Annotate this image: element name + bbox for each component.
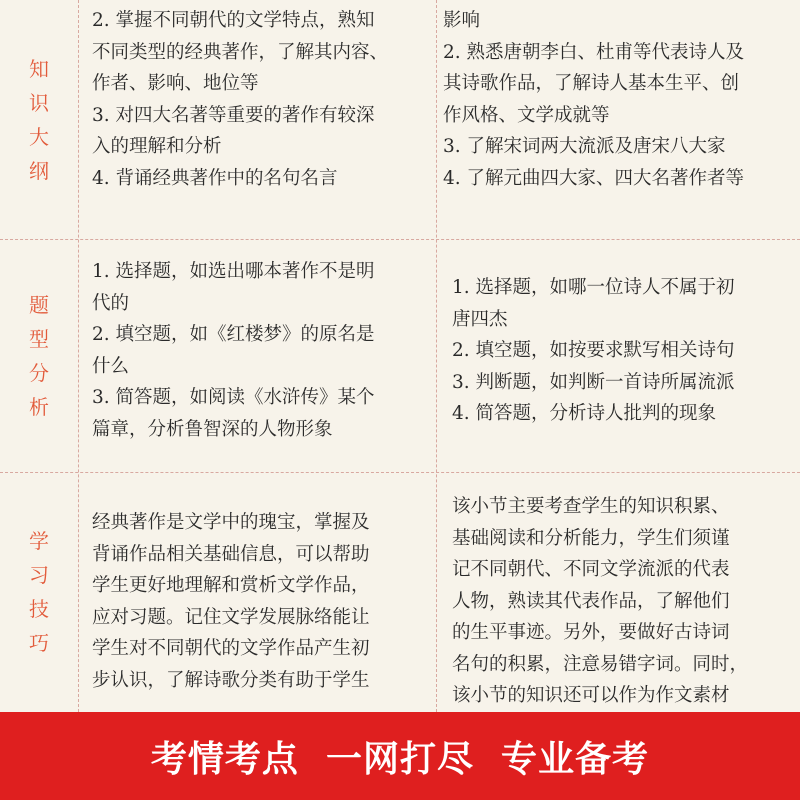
text-line: 什么 <box>92 355 130 377</box>
promo-banner <box>0 712 800 800</box>
text-line: 学生对不同朝代的文学作品产生初 <box>92 638 370 659</box>
text-line: 4. 简答题，分析诗人批判的现象 <box>452 403 717 424</box>
text-line: 4. 了解元曲四大家、四大名著作者等 <box>443 167 745 189</box>
column-divider <box>78 0 79 712</box>
study-tips-left-cell <box>92 507 370 696</box>
text-line: 人物，熟读其代表作品，了解他们 <box>452 590 730 612</box>
text-line: 背诵作品相关基础信息，可以帮助 <box>92 543 370 565</box>
row-label-char: 型 <box>29 326 49 351</box>
knowledge-outline-right-cell <box>443 5 744 194</box>
row-label-char: 纲 <box>29 158 49 183</box>
row-label-char: 习 <box>29 563 49 587</box>
text-line: 3. 对四大名著等重要的著作有较深 <box>92 104 375 126</box>
text-line: 其诗歌作品，了解诗人基本生平、创 <box>443 73 740 94</box>
row-label-char: 题 <box>29 292 49 317</box>
row-label-char: 析 <box>29 394 49 419</box>
text-line: 学生更好地理解和赏析文学作品， <box>92 575 370 596</box>
text-line: 2. 填空题，如《红楼梦》的原名是 <box>92 324 375 345</box>
text-line: 入的理解和分析 <box>92 136 222 157</box>
text-line: 3. 了解宋词两大流派及唐宋八大家 <box>443 136 726 157</box>
row-label-char: 知 <box>29 56 49 81</box>
text-line: 4. 背诵经典著作中的名句名言 <box>92 167 338 189</box>
text-line: 唐四杰 <box>452 308 508 330</box>
text-line: 不同类型的经典著作，了解其内容、 <box>92 41 389 63</box>
row-label-study-tips <box>0 472 78 712</box>
row-divider <box>0 472 800 473</box>
study-tips-right-cell <box>452 491 748 712</box>
row-label-question-types <box>0 239 78 472</box>
text-line: 2. 熟悉唐朝李白、杜甫等代表诗人及 <box>443 41 745 63</box>
text-line: 的生平事迹。另外，要做好古诗词 <box>452 622 730 643</box>
question-types-right-cell <box>452 272 735 430</box>
text-line: 篇章，分析鲁智深的人物形象 <box>92 418 333 440</box>
text-line: 1. 选择题，如哪一位诗人不属于初 <box>452 277 735 298</box>
text-line: 该小节主要考查学生的知识积累、 <box>452 496 730 517</box>
text-line: 作者、影响、地位等 <box>92 73 259 94</box>
row-label-char: 大 <box>29 124 49 149</box>
row-label-char: 识 <box>29 90 49 115</box>
text-line: 影响 <box>443 10 481 31</box>
text-line: 作风格、文学成就等 <box>443 104 610 126</box>
text-line: 2. 填空题，如按要求默写相关诗句 <box>452 340 735 361</box>
row-label-char: 巧 <box>29 631 49 655</box>
text-line: 2. 掌握不同朝代的文学特点，熟知 <box>92 10 375 31</box>
text-line: 3. 判断题，如判断一首诗所属流派 <box>452 371 735 393</box>
text-line: 步认识，了解诗歌分类有助于学生 <box>92 669 370 691</box>
row-label-char: 学 <box>29 529 49 553</box>
knowledge-outline-left-cell <box>92 5 388 194</box>
text-line: 3. 简答题，如阅读《水浒传》某个 <box>92 387 375 408</box>
text-line: 记不同朝代、不同文学流派的代表 <box>452 559 730 580</box>
text-line: 1. 选择题，如选出哪本著作不是明 <box>92 261 375 282</box>
row-label-char: 技 <box>29 597 49 621</box>
text-line: 经典著作是文学中的瑰宝，掌握及 <box>92 512 370 533</box>
row-label-knowledge-outline <box>0 0 78 239</box>
text-line: 应对习题。记住文学发展脉络能让 <box>92 606 370 628</box>
text-line: 名句的积累，注意易错字词。同时， <box>452 653 749 675</box>
text-line: 该小节的知识还可以作为作文素材 <box>452 685 730 706</box>
row-label-char: 分 <box>29 360 49 385</box>
text-line: 基础阅读和分析能力，学生们须谨 <box>452 527 730 549</box>
column-divider <box>436 0 437 712</box>
question-types-left-cell <box>92 256 375 445</box>
row-divider <box>0 239 800 240</box>
banner-slogan: 考情考点 一网打尽 专业备考 <box>150 738 650 780</box>
text-line: 代的 <box>92 292 130 314</box>
